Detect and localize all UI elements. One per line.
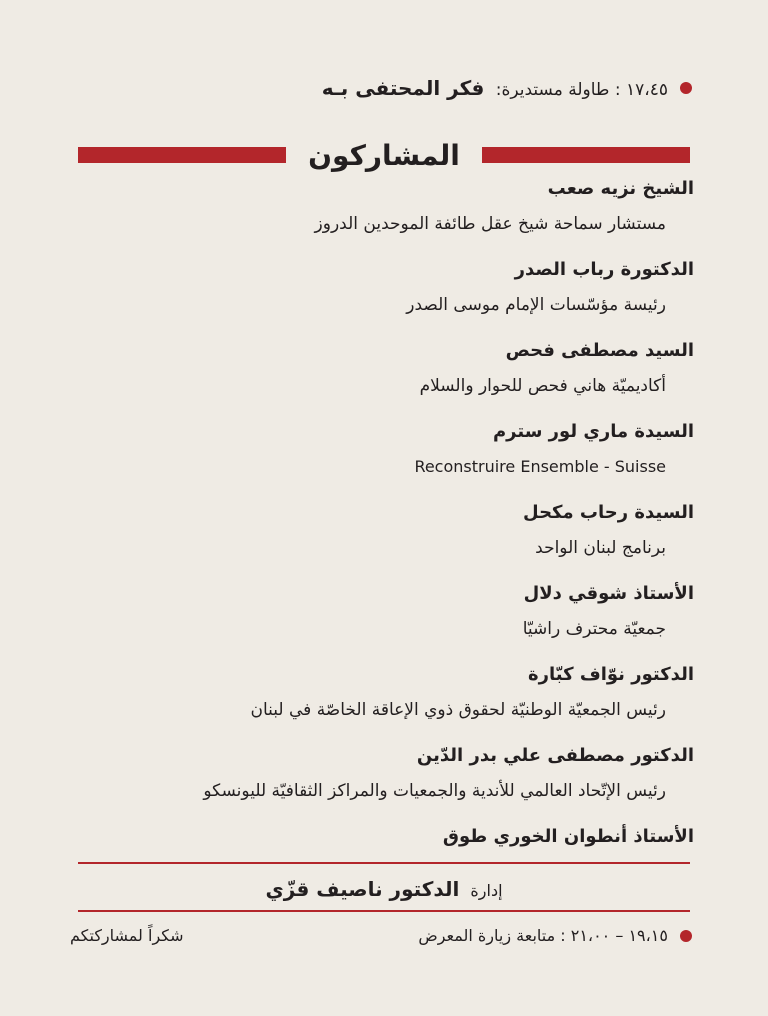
participant-name: السيد مصطفى فحص xyxy=(505,340,694,361)
participant-role: أكاديميّة هاني فحص للحوار والسلام xyxy=(419,376,666,396)
participant-name: الشيخ نزيه صعب xyxy=(547,178,694,199)
participant-name: الدكتورة رباب الصدر xyxy=(514,259,694,280)
participants-title: المشاركون xyxy=(308,138,460,172)
heading-bar-right xyxy=(482,147,690,163)
participant-item xyxy=(60,419,694,500)
thanks-text: شكراً لمشاركتكم xyxy=(70,926,184,945)
participant-item xyxy=(60,581,694,662)
session-title: فكر المحتفى بـه xyxy=(321,76,485,100)
participant-item xyxy=(60,500,694,581)
participants-heading xyxy=(78,138,690,172)
participant-role: مستشار سماحة شيخ عقل طائفة الموحدين الدروز xyxy=(314,214,666,234)
session-label: طاولة مستديرة: xyxy=(495,80,610,100)
participant-role: رئيس الإتّحاد العالمي للأندية والجمعيات والمراكز الثقافيّة لليونسكو xyxy=(203,781,666,801)
moderator-name: الدكتور ناصيف قزّي xyxy=(265,877,460,901)
participant-name: الدكتور نوّاف كبّارة xyxy=(527,664,694,685)
participant-role: رئيس الجمعيّة الوطنيّة لحقوق ذوي الإعاقة الخاصّة في لبنان xyxy=(250,700,666,720)
moderation-label: إدارة xyxy=(470,881,503,900)
session-line xyxy=(322,76,668,100)
participant-role: جمعيّة محترف راشيّا xyxy=(522,619,666,639)
participant-role: رئيسة مؤسّسات الإمام موسى الصدر xyxy=(406,295,666,315)
participant-name: الأستاذ شوقي دلال xyxy=(523,583,694,604)
moderation-line xyxy=(78,870,690,908)
participant-item xyxy=(60,176,694,257)
participant-item xyxy=(60,257,694,338)
bullet-icon xyxy=(680,930,692,942)
participant-name: الدكتور مصطفى علي بدر الدّين xyxy=(416,745,694,766)
session-time: ١٧،٤٥ : xyxy=(614,80,668,100)
closing-session xyxy=(418,926,692,945)
participant-item xyxy=(60,662,694,743)
session-row xyxy=(70,76,692,100)
closing-time: ١٩،١٥ – ٢١،٠٠ : متابعة زيارة المعرض xyxy=(418,926,668,945)
participant-name: السيدة ماري لور سترم xyxy=(492,421,694,442)
heading-bar-left xyxy=(78,147,286,163)
bullet-icon xyxy=(680,82,692,94)
participant-item xyxy=(60,743,694,824)
divider-top xyxy=(78,862,690,864)
participant-name: السيدة رحاب مكحل xyxy=(523,502,694,523)
divider-bottom xyxy=(78,910,690,912)
participant-role: Reconstruire Ensemble - Suisse xyxy=(414,457,666,476)
participant-item xyxy=(60,338,694,419)
participant-name: الأستاذ أنطوان الخوري طوق xyxy=(442,826,694,847)
closing-row xyxy=(70,926,692,945)
participant-role: برنامج لبنان الواحد xyxy=(535,538,666,558)
participants-list xyxy=(60,176,694,905)
